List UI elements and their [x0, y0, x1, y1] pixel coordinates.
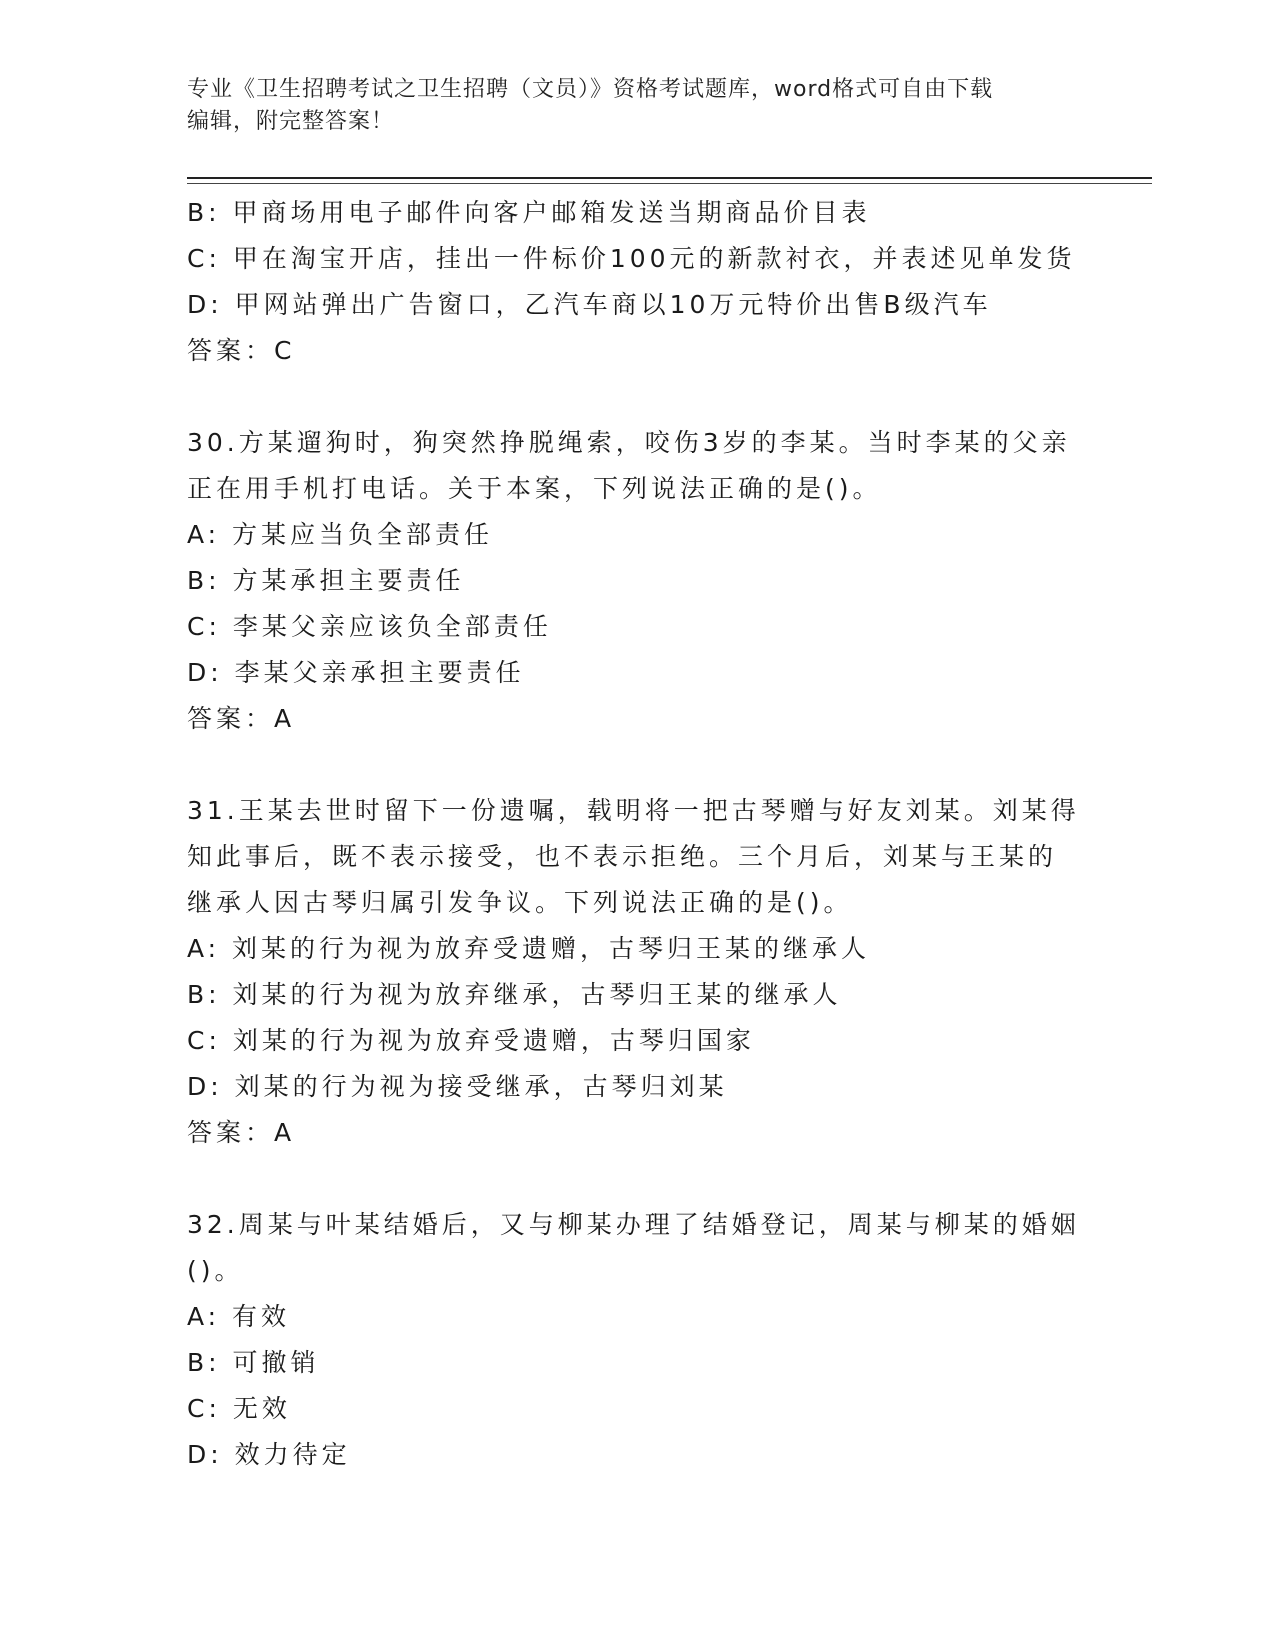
spacer — [187, 374, 1087, 420]
option-d: D: 效力待定 — [187, 1440, 351, 1469]
header-line-2: 编辑，附完整答案！ — [187, 109, 395, 134]
option-c: C: 无效 — [187, 1394, 291, 1423]
option-b: B: 可撤销 — [187, 1348, 320, 1377]
option-b: B: 甲商场用电子邮件向客户邮箱发送当期商品价目表 — [187, 198, 871, 227]
question-text-line: ()。 — [187, 1256, 244, 1285]
option-a: A: 刘某的行为视为放弃受遗赠，古琴归王某的继承人 — [187, 934, 871, 963]
option-c: C: 甲在淘宝开店，挂出一件标价100元的新款衬衣，并表述见单发货 — [187, 244, 1076, 273]
option-d: D: 李某父亲承担主要责任 — [187, 658, 525, 687]
question-text-line: 32.周某与叶某结婚后，又与柳某办理了结婚登记，周某与柳某的婚姻 — [187, 1210, 1080, 1239]
question-text-line: 31.王某去世时留下一份遗嘱，载明将一把古琴赠与好友刘某。刘某得 — [187, 796, 1080, 825]
answer-line: 答案：A — [187, 704, 296, 733]
question-text-line: 继承人因古琴归属引发争议。下列说法正确的是()。 — [187, 888, 853, 917]
option-b: B: 刘某的行为视为放弃继承，古琴归王某的继承人 — [187, 980, 842, 1009]
question-29 — [187, 190, 1087, 374]
option-a: A: 方某应当负全部责任 — [187, 520, 494, 549]
spacer — [187, 742, 1087, 788]
question-31 — [187, 788, 1087, 1156]
question-text-line: 30.方某遛狗时，狗突然挣脱绳索，咬伤3岁的李某。当时李某的父亲 — [187, 428, 1071, 457]
spacer — [187, 1156, 1087, 1202]
document-header — [187, 74, 1087, 138]
option-c: C: 李某父亲应该负全部责任 — [187, 612, 552, 641]
question-32 — [187, 1202, 1087, 1478]
question-content — [187, 190, 1087, 1478]
header-line-1: 专业《卫生招聘考试之卫生招聘（文员）》资格考试题库，word格式可自由下载 — [187, 77, 994, 102]
question-text-line: 正在用手机打电话。关于本案，下列说法正确的是()。 — [187, 474, 882, 503]
answer-line: 答案：A — [187, 1118, 296, 1147]
option-d: D: 刘某的行为视为接受继承，古琴归刘某 — [187, 1072, 728, 1101]
header-rule-thin — [187, 183, 1152, 184]
question-text-line: 知此事后，既不表示接受，也不表示拒绝。三个月后，刘某与王某的 — [187, 842, 1058, 871]
header-rule-thick — [187, 177, 1152, 179]
answer-line: 答案：C — [187, 336, 296, 365]
option-b: B: 方某承担主要责任 — [187, 566, 465, 595]
option-a: A: 有效 — [187, 1302, 291, 1331]
option-c: C: 刘某的行为视为放弃受遗赠，古琴归国家 — [187, 1026, 755, 1055]
question-30 — [187, 420, 1087, 742]
option-d: D: 甲网站弹出广告窗口，乙汽车商以10万元特价出售B级汽车 — [187, 290, 992, 319]
